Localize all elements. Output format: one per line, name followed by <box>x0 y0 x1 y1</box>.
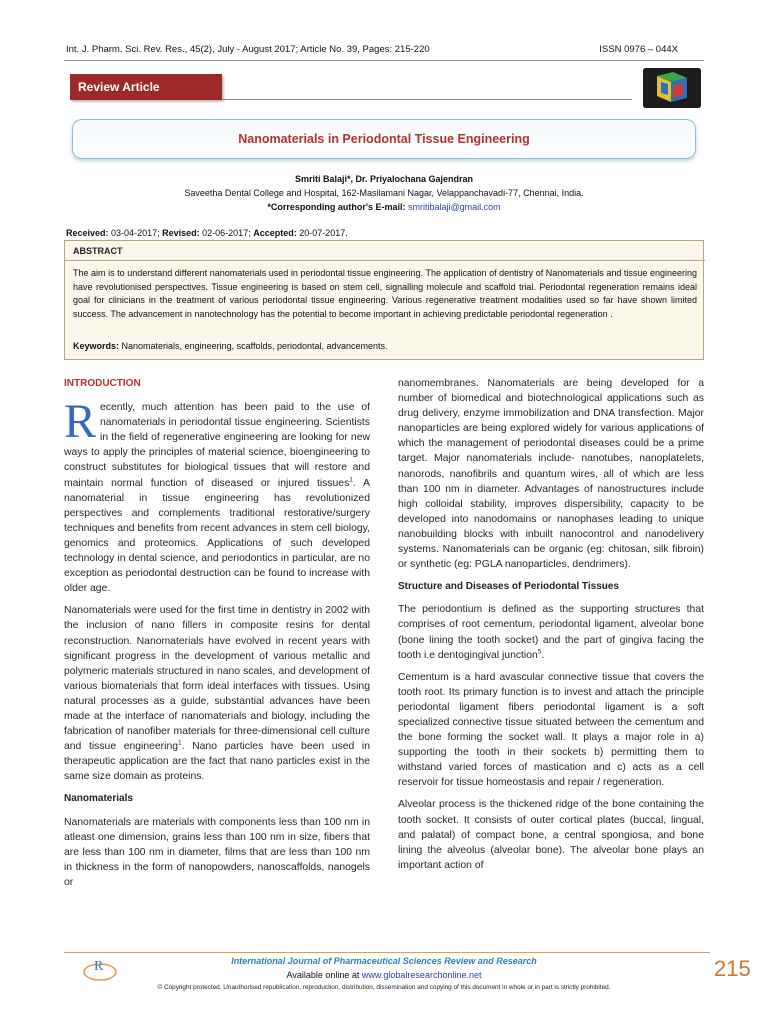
intro-p2-text: Nanomaterials were used for the first time in dentistry in 2002 with the inclusion of nano fillers in composite resins for dental reconstruction. Nanomaterials have evolved in recent years with significant progress in the development of various metallic and polymeric materials structured in nano scales, and development of various biomaterials that form ideal interfaces with tissues. Using natural processes as a guide, substantial advances have been made at the interface of nanomaterials and biology, including the fabrication of nanofiber materials for three-dimensional cell culture and tissue engineering <box>64 605 370 753</box>
badge-rule <box>222 99 632 100</box>
intro-paragraph-2 <box>64 603 370 784</box>
header-rule <box>64 60 704 61</box>
footer-availability <box>60 970 708 980</box>
article-type-badge: Review Article <box>70 74 222 100</box>
citation: Int. J. Pharm. Sci. Rev. Res., 45(2), July - August 2017; Article No. 39, Pages: 215-220 <box>66 44 430 55</box>
received-date: 03-04-2017; <box>111 228 160 238</box>
abstract-text: The aim is to understand different nanomaterials used in periodontal tissue engineering. The application of dentistry of Nanomaterials and tissue engineering have revolutionised perspectives. Tissue engineering is based on stem cell, signalling molecule and scaffold trial. Periodontal regeneration remains ideal goal for clinicians in the treatment of various periodontal tissue engineering. Various regenerative treatment modalities used so far have shown limited success. The advancement in nanotechnology has the potential to become important in achieving predictable periodontal regeneration . <box>73 268 697 319</box>
abstract-heading: ABSTRACT <box>65 241 705 261</box>
intro-p1-rest: . A nanomaterial in tissue engineering has revolutionized perspectives and complements traditional restorative/surgery techniques and benefits from recent advances in stem cell biology, genomics and proteomics. Applications of such developed technology in dental science, and periodontics in particular, are no exception as periodontal destruction can be found to increase with older age. <box>64 477 370 595</box>
affiliation: Saveetha Dental College and Hospital, 162-Masilamani Nagar, Velappanchavadi-77, Chennai, India. <box>184 188 584 198</box>
available-label: Available online at <box>286 970 360 980</box>
corresponding-email-line <box>60 202 708 212</box>
left-column <box>64 376 370 897</box>
footer-journal-name: International Journal of Pharmaceutical Sciences Review and Research <box>231 956 537 966</box>
journal-logo-graphic <box>643 68 701 108</box>
abstract-box <box>64 240 704 360</box>
right-column <box>398 376 704 880</box>
keywords-label: Keywords: <box>73 341 120 351</box>
structure-p1-rest: . <box>541 649 545 661</box>
email-label: *Corresponding author's E-mail: <box>267 202 406 212</box>
structure-paragraph-1 <box>398 602 704 662</box>
structure-p1-text: The periodontium is defined as the supporting structures that comprises of root cementum, periodontal ligament, alveolar bone (bone lining the tooth socket) and the part of gingiva facing the tooth i.e dentogingival junction <box>398 604 704 661</box>
continued-paragraph: nanomembranes. Nanomaterials are being developed for a number of biomedical and biotechnological applications such as drug delivery, enzyme immobilization and DNA transfection. Major nanoparticles are being explored widely for various applications of which the management of periodontal diseases could be a prime target. Major nanomaterials include- nanotubes, nanoplatelets, nanorods, nanofibrils and quantum wires, all of which are less than 100 nm in diameter. Advantages of nanostructures include high colloidal stability, improves dispersibility, capacity to be developed into nanodomains or nanophases leading to unique nanobuilding blocks with inbuilt nanocontrol and nanodelivery systems. Nanomaterials can be organic (eg: chitosan, silk fibroin) or synthetic (eg: PGLA nanoparticles, dendrimers). <box>398 378 704 571</box>
introduction-heading: INTRODUCTION <box>64 378 141 389</box>
received-label: Received: <box>66 228 109 238</box>
website-link[interactable]: www.globalresearchonline.net <box>361 970 482 980</box>
journal-logo <box>643 68 701 108</box>
accepted-date: 20-07-2017. <box>299 228 348 238</box>
revised-label: Revised: <box>162 228 200 238</box>
svg-text:R: R <box>94 959 104 974</box>
keywords <box>73 341 697 351</box>
authors: Smriti Balaji*, Dr. Priyalochana Gajendran <box>294 174 474 184</box>
intro-p2-rest: . Nano particles have been used in therapeutic application are the fact that nano particles exist in the same size domain as proteins. <box>64 741 370 783</box>
copyright-notice: © Copyright protected. Unauthorised republication, reproduction, distribution, dissemination and copying of this document in whole or in part is strictly prohibited. <box>157 984 611 991</box>
citation-ref[interactable]: 1 <box>349 476 353 484</box>
nanomaterials-paragraph: Nanomaterials are materials with components less than 100 nm in atleast one dimension, grains less than 100 nm in size, fibers that are less than 100 nm in diameter, films that are less than 100 nm in thickness in the form of nanopowders, nanoscaffolds, nanogels or <box>64 816 370 888</box>
nanomaterials-heading: Nanomaterials <box>64 793 133 805</box>
citation-ref[interactable]: 1 <box>178 739 182 747</box>
title-box <box>72 119 696 159</box>
intro-paragraph-1 <box>64 395 370 596</box>
footer-rule <box>64 952 710 953</box>
running-header <box>66 44 678 55</box>
keywords-text: Nanomaterials, engineering, scaffolds, periodontal, advancements. <box>121 341 388 351</box>
page-number: 215 <box>714 956 751 981</box>
structure-paragraph-2: Cementum is a hard avascular connective tissue that covers the tooth root. Its primary function is to invest and attach the principle periodontal ligament fibers periodontal ligament is a soft specialized connective tissue situated between the cementum and the bone forming the socket wall. It plays a major role in a) supporting the tooth in their sockets b) permitting them to withstand varied forces of mastication and c) acts as a cell reservoir for tissue homeostasis and repair / regeneration. <box>398 671 704 789</box>
structure-heading: Structure and Diseases of Periodontal Tissues <box>398 581 619 593</box>
article-title: Nanomaterials in Periodontal Tissue Engineering <box>238 132 530 146</box>
revised-date: 02-06-2017; <box>202 228 251 238</box>
structure-paragraph-3: Alveolar process is the thickened ridge of the bone containing the tooth socket. It consists of outer cortical plates (buccal, lingual, and palatal) of compact bone, a central spongiosa, and bone lining the alveolus (alveolar bone). The alveolar bone plays an important action of <box>398 799 704 871</box>
article-dates <box>66 228 348 238</box>
drop-cap: R <box>64 395 97 449</box>
accepted-label: Accepted: <box>253 228 297 238</box>
issn: ISSN 0976 – 044X <box>599 44 678 55</box>
email-link[interactable]: smritibalaji@gmail.com <box>408 202 501 212</box>
citation-ref[interactable]: 5 <box>537 648 542 656</box>
intro-p1-text: ecently, much attention has been paid to the use of nanomaterials in periodontal tissue engineering. Scientists in the field of regenerative engineering are looking for new ways to apply the principles of material science, bioengineering to construct substitutes for biological tissues that will restore and maintain normal function of diseased or injured tissues <box>64 402 370 489</box>
